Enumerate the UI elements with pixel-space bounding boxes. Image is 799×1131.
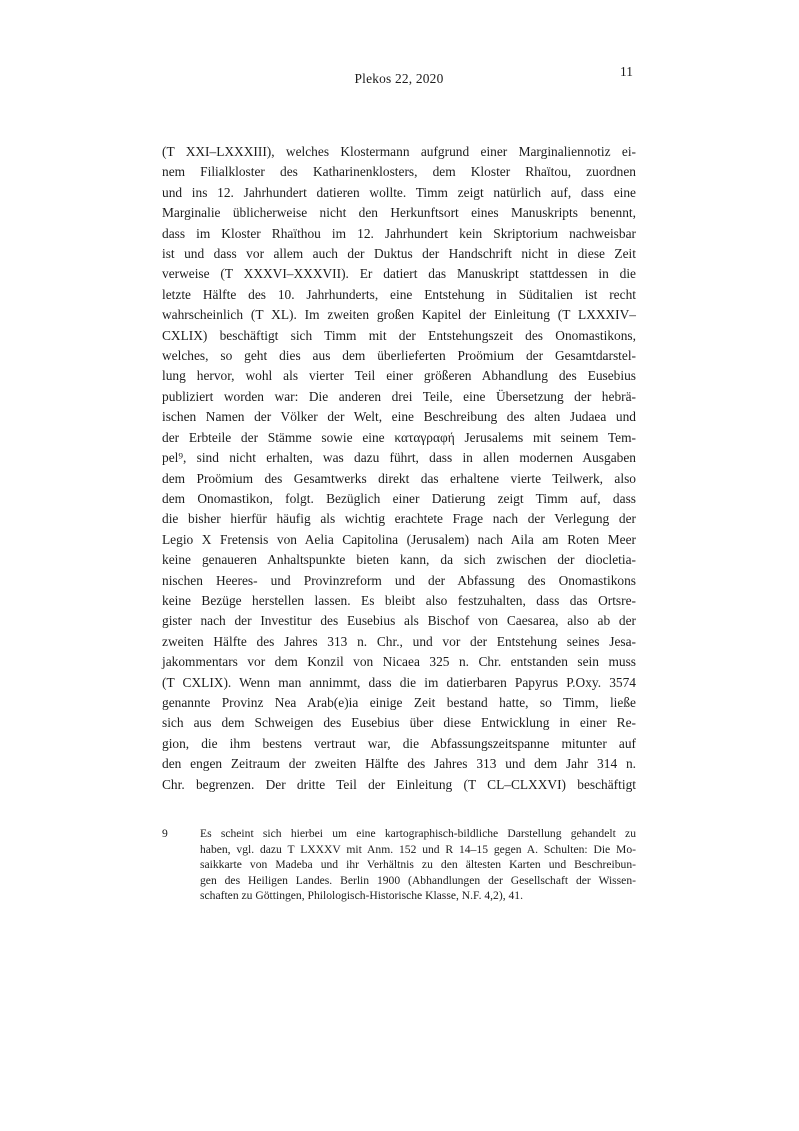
text-line: haben, vgl. dazu T LXXXV mit Anm. 152 und R 14–15 gegen A. Schulten: Die Mo- xyxy=(200,842,636,856)
text-line: der Erbteile der Stämme sowie eine καταγραφή Jerusalems mit seinem Tem- xyxy=(162,429,636,445)
text-line: schaften zu Göttingen, Philologisch-Historische Klasse, N.F. 4,2), 41. xyxy=(200,889,524,903)
text-line: CXLIX) beschäftigt sich Timm mit der Entstehungszeit des Onomastikons, xyxy=(162,327,636,343)
text-line: den engen Zeitraum der zweiten Hälfte des Jahres 313 und dem Jahr 314 n. xyxy=(162,756,636,772)
text-line: (T XXI–LXXXIII), welches Klostermann aufgrund einer Marginaliennotiz ei- xyxy=(162,144,636,159)
text-line: gen des Heiligen Landes. Berlin 1900 (Abhandlungen der Gesellschaft der Wissen- xyxy=(200,873,636,887)
text-line: Es scheint sich hierbei um eine kartographisch-bildliche Darstellung gehandelt zu xyxy=(200,827,636,840)
text-line: jakommentars vor dem Konzil von Nicaea 325 n. Chr. entstanden sein muss xyxy=(162,654,636,670)
footnote-number: 9 xyxy=(162,827,168,840)
body-text xyxy=(162,142,636,795)
text-line: Marginalie üblicherweise nicht den Herkunftsort eines Manuskripts benennt, xyxy=(162,205,636,221)
text-line: nem Filialkloster des Katharinenklosters, dem Kloster Rhaïtou, zuordnen xyxy=(162,164,636,180)
text-line: Chr. begrenzen. Der dritte Teil der Einleitung (T CL–CLXXVI) beschäftigt xyxy=(162,776,636,792)
text-line: genannte Provinz Nea Arab(e)ia einige Zeit bestand hatte, so Timm, ließe xyxy=(162,694,636,710)
text-line: publiziert worden war: Die anderen drei Teile, eine Übersetzung der hebrä- xyxy=(162,388,636,404)
text-line: Legio X Fretensis von Aelia Capitolina (Jerusalem) nach Aila am Roten Meer xyxy=(162,531,636,547)
text-line: zweiten Hälfte des Jahres 313 n. Chr., und vor der Entstehung seines Jesa- xyxy=(162,633,636,649)
text-line: dass im Kloster Rhaïthou im 12. Jahrhundert kein Skriptorium nachweisbar xyxy=(162,225,636,241)
text-line: nischen Heeres- und Provinzreform und der Abfassung des Onomastikons xyxy=(162,572,636,588)
text-line: die bisher hierfür häufig als wichtig erachtete Frage nach der Verlegung der xyxy=(162,511,636,527)
text-line: lung hervor, wohl als vierter Teil einer größeren Abhandlung des Eusebius xyxy=(162,368,636,384)
text-line: pel⁹, sind nicht erhalten, was dazu führt, dass in allen modernen Ausgaben xyxy=(162,450,636,466)
text-line: ischen Namen der Völker der Welt, eine Beschreibung des alten Judaea und xyxy=(162,409,636,425)
text-line: keine genaueren Anhaltspunkte bieten kann, da sich zwischen der diocletia- xyxy=(162,552,636,568)
text-line: keine Bezüge herstellen lassen. Es bleibt also festzuhalten, dass das Ortsre- xyxy=(162,592,636,608)
text-line: und ins 12. Jahrhundert datieren wollte. Timm zeigt natürlich auf, dass eine xyxy=(162,184,636,200)
page-number: 11 xyxy=(620,64,633,79)
text-line: saikkarte von Madeba und ihr Verhältnis zu den ältesten Karten und Beschreibun- xyxy=(200,858,636,872)
footnote xyxy=(162,826,636,904)
text-line: wahrscheinlich (T XL). Im zweiten großen Kapitel der Einleitung (T LXXXIV– xyxy=(162,307,636,323)
text-line: gion, die ihm bestens vertraut war, die Abfassungszeitspanne mitunter auf xyxy=(162,735,636,751)
text-line: sich aus dem Schweigen des Eusebius über diese Entwicklung in einer Re- xyxy=(162,715,636,731)
footnote-text xyxy=(200,826,636,904)
text-line: ist und dass vor allem auch der Duktus der Handschrift nicht in diese Zeit xyxy=(162,246,636,262)
text-line: dem Proömium des Gesamtwerks direkt das erhaltene vierte Teilwerk, also xyxy=(162,470,636,486)
text-line: welches, so geht dies aus dem überlieferten Proömium der Gesamtdarstel- xyxy=(162,348,636,364)
running-header: Plekos 22, 2020 xyxy=(354,71,444,86)
text-line: letzte Hälfte des 10. Jahrhunderts, eine Entstehung in Süditalien ist recht xyxy=(162,286,636,302)
text-line: dem Onomastikon, folgt. Bezüglich einer Datierung zeigt Timm auf, dass xyxy=(162,490,636,506)
text-line: (T CXLIX). Wenn man annimmt, dass die im datierbaren Papyrus P.Oxy. 3574 xyxy=(162,674,636,690)
text-line: verweise (T XXXVI–XXXVII). Er datiert das Manuskript stattdessen in die xyxy=(162,266,636,282)
text-line: gister nach der Investitur des Eusebius als Bischof von Caesarea, also ab der xyxy=(162,613,636,629)
